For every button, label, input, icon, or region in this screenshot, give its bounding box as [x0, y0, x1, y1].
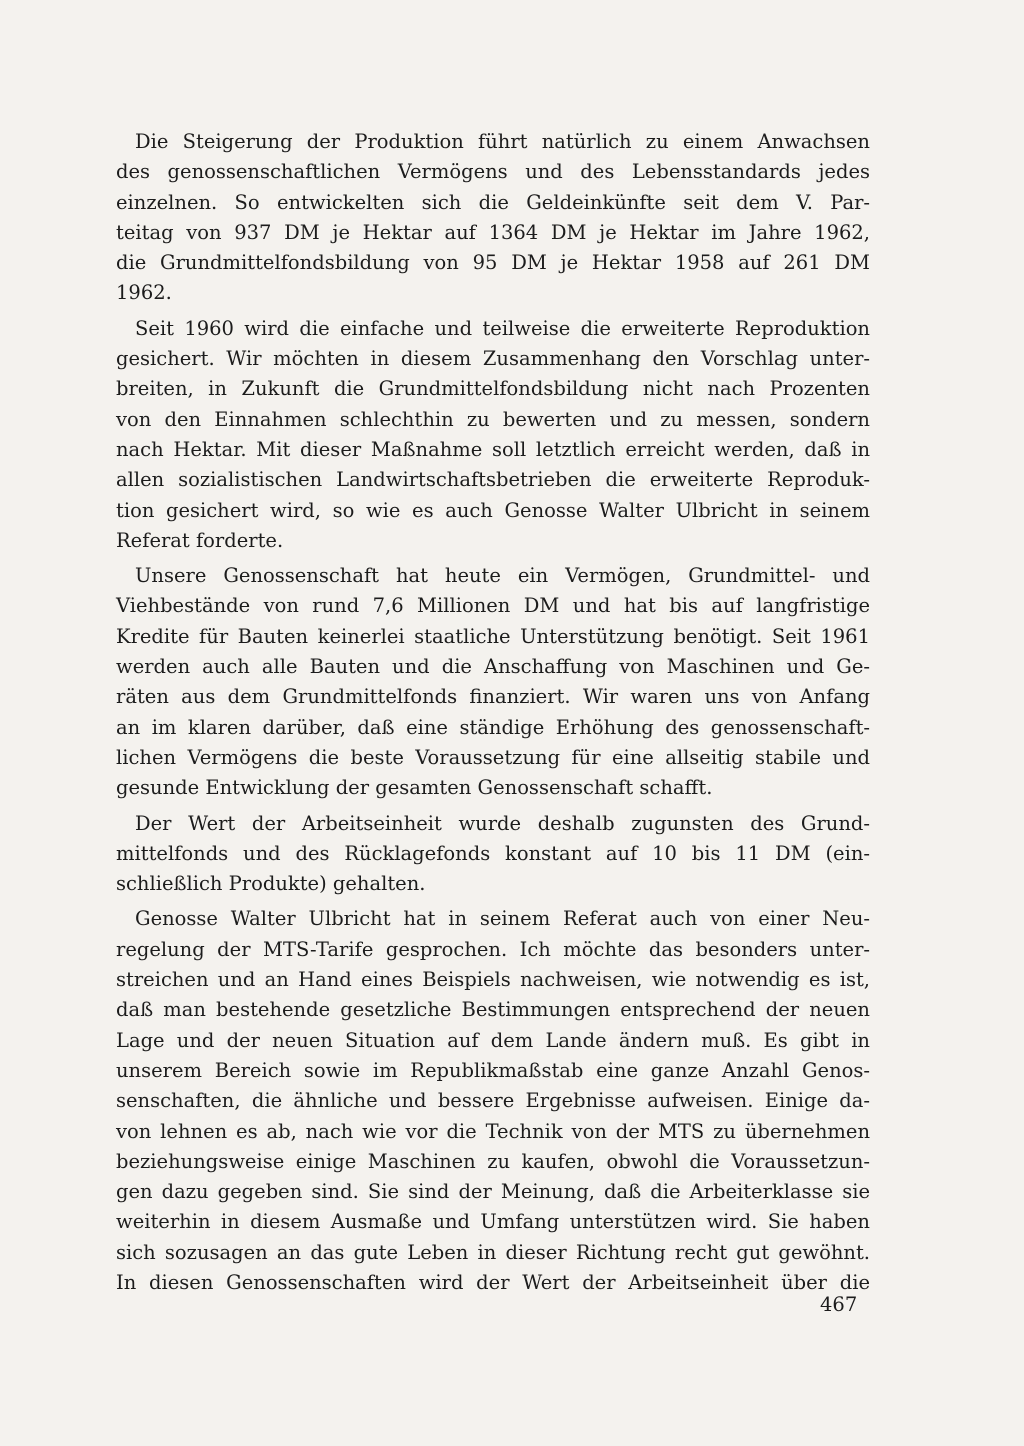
- text-line: daß man bestehende gesetzliche Bestimmungen entsprechend der neuen: [116, 998, 870, 1022]
- text-line: gesichert. Wir möchten in diesem Zusammenhang den Vorschlag unter-: [116, 347, 870, 371]
- text-line: Kredite für Bauten keinerlei staatliche Unterstützung benötigt. Seit 1961: [116, 624, 870, 648]
- text-line: Unsere Genossenschaft hat heute ein Vermögen, Grundmittel- und: [135, 564, 870, 588]
- text-line: gen dazu gegeben sind. Sie sind der Meinung, daß die Arbeiterklasse sie: [116, 1180, 870, 1204]
- text-line: Lage und der neuen Situation auf dem Lande ändern muß. Es gibt in: [116, 1028, 870, 1052]
- page-number: 467: [820, 1293, 858, 1316]
- paragraph: [116, 127, 870, 309]
- text-line: unserem Bereich sowie im Republikmaßstab eine ganze Anzahl Genos-: [116, 1058, 870, 1082]
- text-line: tion gesichert wird, so wie es auch Genosse Walter Ulbricht in seinem: [116, 498, 870, 522]
- text-line: 1962.: [116, 281, 172, 305]
- text-line: Genosse Walter Ulbricht hat in seinem Referat auch von einer Neu-: [135, 907, 870, 931]
- paragraph: [116, 809, 870, 900]
- text-line: Die Steigerung der Produktion führt natürlich zu einem Anwachsen: [135, 130, 870, 153]
- text-line: mittelfonds und des Rücklagefonds konstant auf 10 bis 11 DM (ein-: [116, 841, 870, 865]
- text-line: gesunde Entwicklung der gesamten Genossenschaft schafft.: [116, 776, 713, 800]
- text-line: von lehnen es ab, nach wie vor die Technik von der MTS zu übernehmen: [116, 1119, 870, 1143]
- text-line: In diesen Genossenschaften wird der Wert der Arbeitseinheit über die: [116, 1270, 870, 1294]
- text-line: Seit 1960 wird die einfache und teilweise die erweiterte Reproduktion: [135, 316, 870, 340]
- text-line: regelung der MTS-Tarife gesprochen. Ich möchte das besonders unter-: [116, 937, 870, 961]
- text-line: breiten, in Zukunft die Grundmittelfondsbildung nicht nach Prozenten: [116, 377, 870, 401]
- text-line: sich sozusagen an das gute Leben in dieser Richtung recht gut gewöhnt.: [116, 1240, 870, 1264]
- text-line: Der Wert der Arbeitseinheit wurde deshalb zugunsten des Grund-: [135, 811, 870, 835]
- text-line: teitag von 937 DM je Hektar auf 1364 DM je Hektar im Jahre 1962,: [116, 220, 870, 244]
- text-line: des genossenschaftlichen Vermögens und des Lebensstandards jedes: [116, 160, 870, 184]
- paragraph: [116, 904, 870, 1298]
- text-line: an im klaren darüber, daß eine ständige Erhöhung des genossenschaft-: [116, 715, 870, 739]
- text-line: von den Einnahmen schlechthin zu bewerten und zu messen, sondern: [116, 407, 870, 431]
- text-line: räten aus dem Grundmittelfonds finanziert. Wir waren uns von Anfang: [116, 685, 870, 709]
- text-line: die Grundmittelfondsbildung von 95 DM je Hektar 1958 auf 261 DM: [116, 251, 870, 275]
- text-line: allen sozialistischen Landwirtschaftsbetrieben die erweiterte Reproduk-: [116, 468, 870, 492]
- paragraph: [116, 314, 870, 556]
- text-line: einzelnen. So entwickelten sich die Geldeinkünfte seit dem V. Par-: [116, 190, 870, 214]
- text-line: Referat forderte.: [116, 528, 284, 552]
- text-line: streichen und an Hand eines Beispiels nachweisen, wie notwendig es ist,: [116, 968, 870, 992]
- text-line: weiterhin in diesem Ausmaße und Umfang unterstützen wird. Sie haben: [116, 1210, 870, 1234]
- text-line: Viehbestände von rund 7,6 Millionen DM und hat bis auf langfristige: [116, 594, 870, 618]
- body-text: [116, 127, 870, 1298]
- text-line: schließlich Produkte) gehalten.: [116, 872, 426, 896]
- text-line: nach Hektar. Mit dieser Maßnahme soll letztlich erreicht werden, daß in: [116, 437, 870, 461]
- paragraph: [116, 561, 870, 803]
- text-line: senschaften, die ähnliche und bessere Ergebnisse aufweisen. Einige da-: [116, 1089, 870, 1113]
- text-line: werden auch alle Bauten und die Anschaffung von Maschinen und Ge-: [116, 655, 870, 679]
- text-line: beziehungsweise einige Maschinen zu kaufen, obwohl die Voraussetzun-: [116, 1149, 870, 1173]
- text-line: lichen Vermögens die beste Voraussetzung für eine allseitig stabile und: [116, 745, 870, 769]
